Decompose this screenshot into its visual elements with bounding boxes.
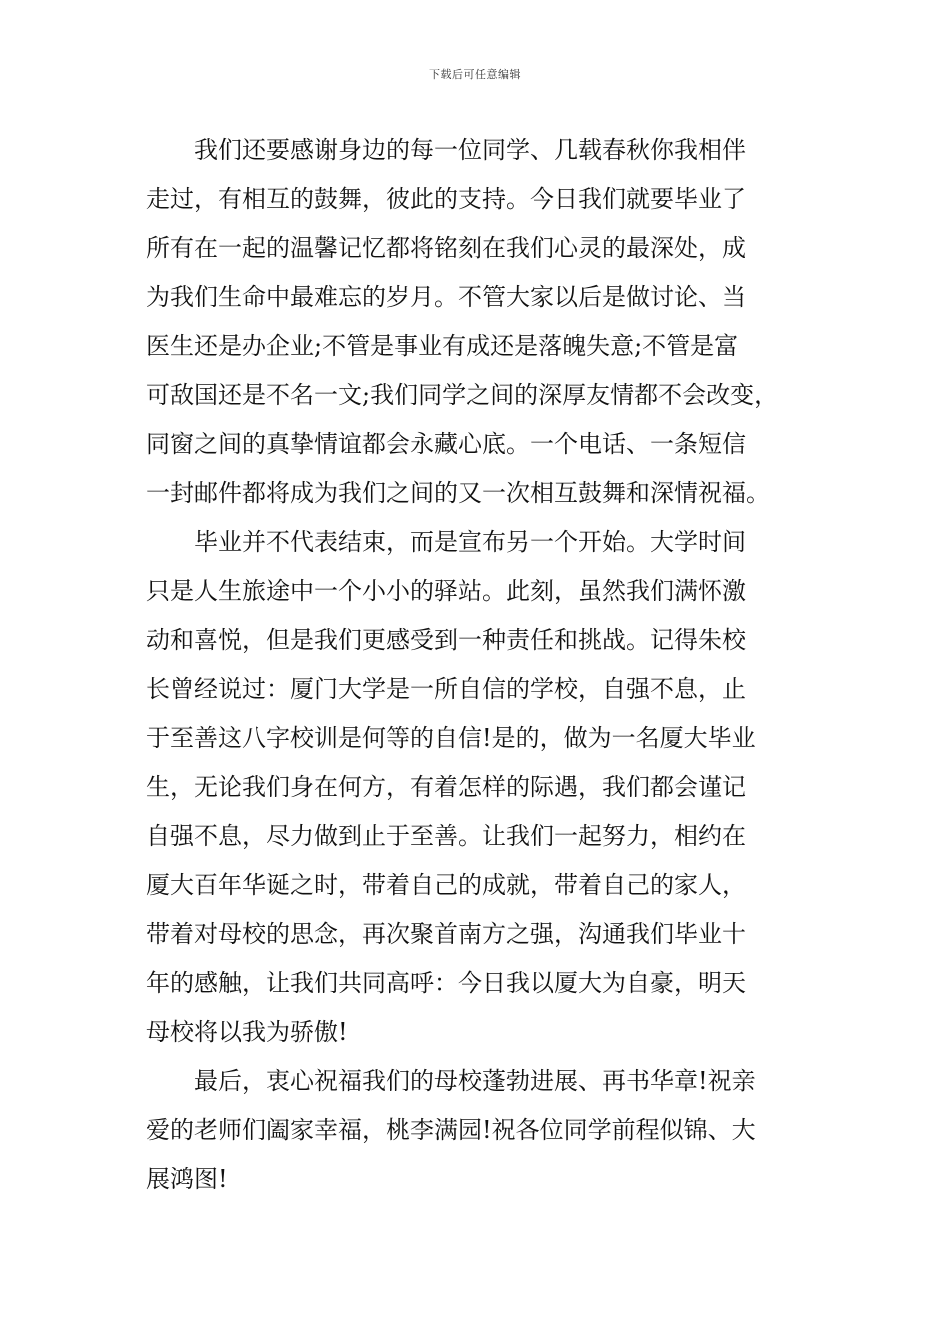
- text-line: 母校将以我为骄傲!: [146, 1018, 348, 1046]
- text-line: 一封邮件都将成为我们之间的又一次相互鼓舞和深情祝福。: [146, 479, 770, 507]
- text-line: 同窗之间的真挚情谊都会永藏心底。一个电话、一条短信: [146, 430, 746, 458]
- text-line: 为我们生命中最难忘的岁月。不管大家以后是做讨论、当: [146, 283, 746, 311]
- text-line: 厦大百年华诞之时，带着自己的成就，带着自己的家人，: [146, 871, 746, 899]
- text-line: 展鸿图!: [146, 1165, 228, 1193]
- text-line: 自强不息，尽力做到止于至善。让我们一起努力，相约在: [146, 822, 746, 850]
- document-body: [146, 126, 811, 1204]
- text-line: 动和喜悦，但是我们更感受到一种责任和挑战。记得朱校: [146, 626, 746, 654]
- text-line: 毕业并不代表结束，而是宣布另一个开始。大学时间: [146, 528, 746, 556]
- text-line: 长曾经说过：厦门大学是一所自信的学校，自强不息，止: [146, 675, 746, 703]
- text-line: 生，无论我们身在何方，有着怎样的际遇，我们都会谨记: [146, 773, 746, 801]
- text-line: 年的感触，让我们共同高呼：今日我以厦大为自豪，明天: [146, 969, 746, 997]
- text-line: 医生还是办企业;不管是事业有成还是落魄失意;不管是富: [146, 332, 739, 360]
- text-line: 可敌国还是不名一文;我们同学之间的深厚友情都不会改变，: [146, 381, 779, 409]
- text-line: 只是人生旅途中一个小小的驿站。此刻，虽然我们满怀激: [146, 577, 746, 605]
- text-line: 走过，有相互的鼓舞，彼此的支持。今日我们就要毕业了: [146, 185, 746, 213]
- text-line: 最后，衷心祝福我们的母校蓬勃进展、再书华章!祝亲: [146, 1067, 756, 1095]
- page-header: 下载后可任意编辑: [429, 68, 521, 81]
- text-line: 于至善这八字校训是何等的自信!是的，做为一名厦大毕业: [146, 724, 756, 752]
- text-line: 爱的老师们阖家幸福，桃李满园!祝各位同学前程似锦、大: [146, 1116, 756, 1144]
- text-line: 带着对母校的思念，再次聚首南方之强，沟通我们毕业十: [146, 920, 746, 948]
- text-line: 所有在一起的温馨记忆都将铭刻在我们心灵的最深处，成: [146, 234, 746, 262]
- text-line: 我们还要感谢身边的每一位同学、几载春秋你我相伴: [146, 136, 746, 164]
